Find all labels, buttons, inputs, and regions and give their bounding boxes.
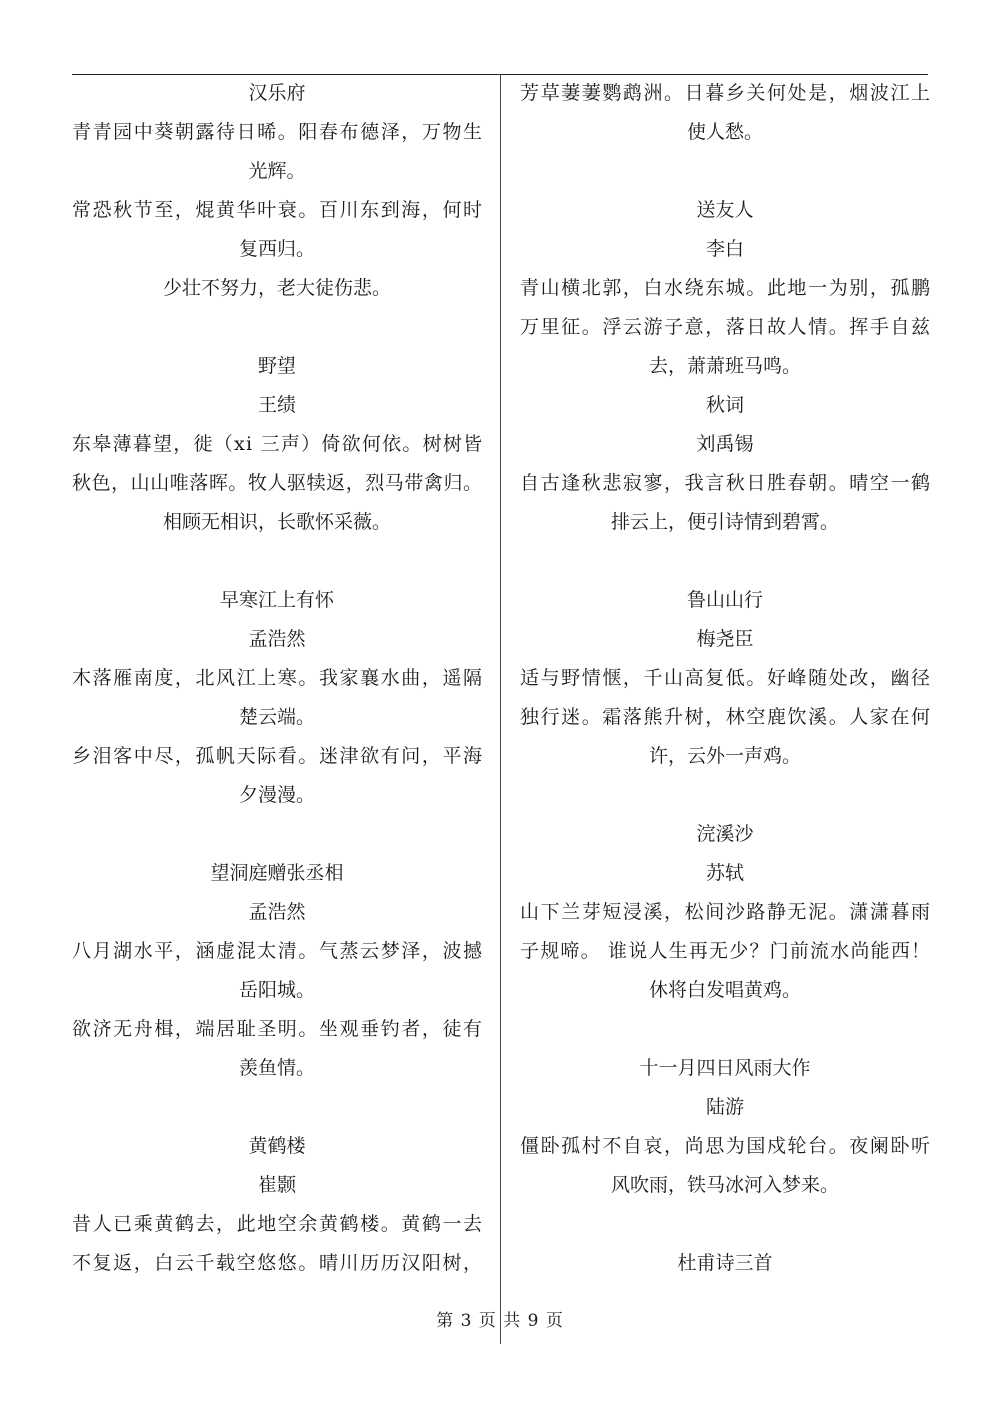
page-footer: 第 3 页 共 9 页 (436, 1311, 564, 1331)
poem-line: 夕漫漫。 (238, 784, 315, 806)
poem-line: 羡鱼情。 (238, 1057, 315, 1079)
poem-line: 东皋薄暮望，徙（xi 三声）倚欲何依。树树皆 (72, 433, 484, 455)
poem-line: 许，云外一声鸡。 (648, 745, 801, 767)
poem-line: 木落雁南度，北风江上寒。我家襄水曲，遥隔 (72, 667, 484, 689)
poem-line: 僵卧孤村不自哀，尚思为国戍轮台。夜阑卧听 (520, 1135, 932, 1157)
poem-line: 相顾无相识，长歌怀采薇。 (162, 511, 391, 533)
poem-heading: 孟浩然 (248, 628, 306, 650)
column-divider (500, 74, 501, 1344)
poem-heading: 梅尧臣 (696, 628, 754, 650)
poem-line: 常恐秋节至，焜黄华叶衰。百川东到海，何时 (72, 199, 484, 221)
poem-line: 适与野情惬，千山高复低。好峰随处改，幽径 (520, 667, 932, 689)
poem-heading: 望洞庭赠张丞相 (210, 862, 344, 884)
poem-heading: 孟浩然 (248, 901, 306, 923)
right-column (520, 74, 930, 1283)
blank-line (72, 308, 482, 347)
poem-heading: 送友人 (696, 199, 754, 221)
poem-line: 自古逢秋悲寂寥，我言秋日胜春朝。晴空一鹤 (520, 472, 932, 494)
poem-heading: 崔颢 (257, 1174, 296, 1196)
poem-line: 欲济无舟楫，端居耻圣明。坐观垂钓者，徒有 (72, 1018, 484, 1040)
poem-line: 风吹雨，铁马冰河入梦来。 (610, 1174, 839, 1196)
poem-heading: 黄鹤楼 (248, 1135, 306, 1157)
poem-line: 光辉。 (248, 160, 306, 182)
blank-line (520, 1205, 930, 1244)
poem-line: 去，萧萧班马鸣。 (648, 355, 801, 377)
poem-heading: 十一月四日风雨大作 (639, 1057, 811, 1079)
poem-line: 使人愁。 (686, 121, 763, 143)
poem-heading: 王绩 (257, 394, 296, 416)
poem-heading: 浣溪沙 (696, 823, 754, 845)
blank-line (520, 1010, 930, 1049)
poem-line: 楚云端。 (238, 706, 315, 728)
poem-heading: 李白 (705, 238, 744, 260)
poem-line: 芳草萋萋鹦鹉洲。日暮乡关何处是，烟波江上 (520, 82, 932, 104)
blank-line (72, 815, 482, 854)
poem-line: 少壮不努力，老大徒伤悲。 (162, 277, 391, 299)
poem-line: 青山横北郭，白水绕东城。此地一为别，孤鹏 (520, 277, 932, 299)
blank-line (520, 776, 930, 815)
poem-line: 山下兰芽短浸溪，松间沙路静无泥。潇潇暮雨 (520, 901, 932, 923)
poem-line: 排云上，便引诗情到碧霄。 (610, 511, 839, 533)
poem-line: 独行迷。霜落熊升树，林空鹿饮溪。人家在何 (520, 706, 932, 728)
poem-line: 青青园中葵朝露待日晞。阳春布德泽，万物生 (72, 121, 484, 143)
blank-line (72, 542, 482, 581)
blank-line (520, 152, 930, 191)
poem-heading: 早寒江上有怀 (219, 589, 334, 611)
poem-heading: 刘禹锡 (696, 433, 754, 455)
poem-heading: 野望 (257, 355, 296, 377)
poem-line: 休将白发唱黄鸡。 (648, 979, 801, 1001)
poem-line: 不复返，白云千载空悠悠。晴川历历汉阳树， (72, 1252, 484, 1274)
poem-heading: 杜甫诗三首 (677, 1252, 773, 1274)
poem-line: 子规啼。 谁说人生再无少？门前流水尚能西！ (520, 940, 932, 962)
poem-line: 八月湖水平，涵虚混太清。气蒸云梦泽，波撼 (72, 940, 484, 962)
poem-line: 复西归。 (238, 238, 315, 260)
poem-line: 万里征。浮云游子意，落日故人情。挥手自兹 (520, 316, 932, 338)
blank-line (72, 1088, 482, 1127)
left-column (72, 74, 482, 1283)
blank-line (520, 542, 930, 581)
poem-heading: 汉乐府 (248, 82, 306, 104)
poem-heading: 鲁山山行 (686, 589, 763, 611)
poem-heading: 陆游 (705, 1096, 744, 1118)
poem-line: 乡泪客中尽，孤帆天际看。迷津欲有问，平海 (72, 745, 484, 767)
poem-line: 岳阳城。 (238, 979, 315, 1001)
poem-line: 昔人已乘黄鹤去，此地空余黄鹤楼。黄鹤一去 (72, 1213, 484, 1235)
poem-heading: 秋词 (705, 394, 744, 416)
poem-line: 秋色，山山唯落晖。牧人驱犊返，烈马带禽归。 (72, 472, 483, 494)
poem-heading: 苏轼 (705, 862, 744, 884)
